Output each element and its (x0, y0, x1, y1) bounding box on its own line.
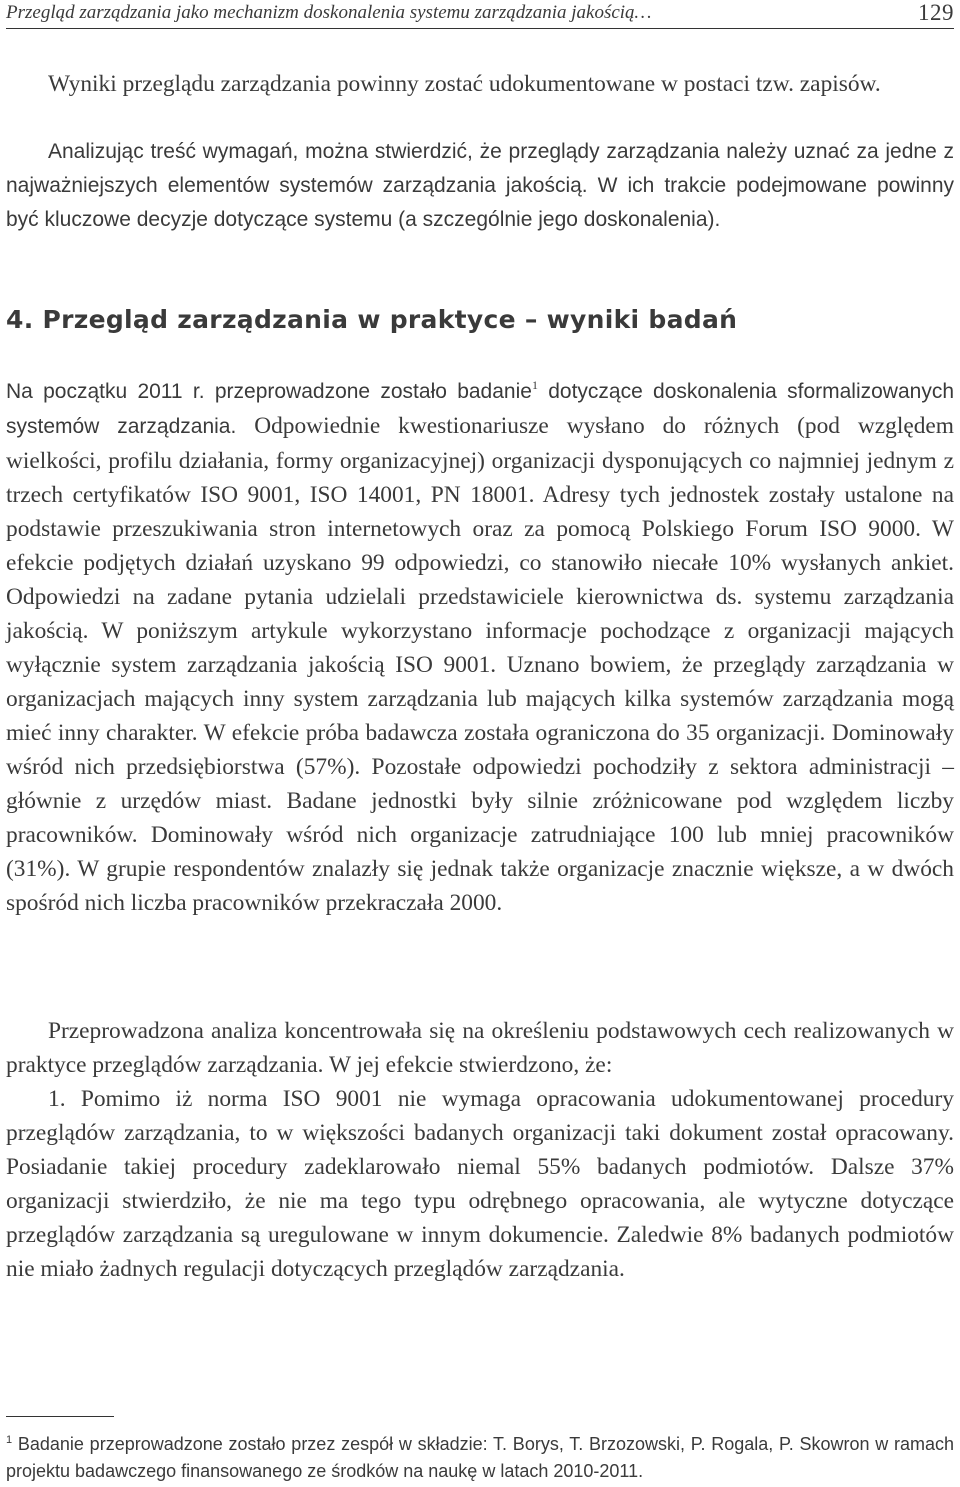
footnote-separator (6, 1416, 114, 1417)
paragraph-analysis-summary: Przeprowadzona analiza koncentrowała się na określeniu podstawowych cech realizowanych w praktyce przeglądów zarządzania. W jej efekcie stwierdzono, że: (6, 1018, 954, 1078)
paragraph-analysis: Analizując treść wymagań, można stwierdzić, że przeglądy zarządzania należy uznać za jedne z najważniejszych elementów systemów zarządzania jakością. W ich trakcie podejmowane powinny być kluczowe decyzje dotyczące systemu (a szczególnie jego doskonalenia). (6, 140, 954, 231)
survey-body: Odpowiednie kwestionariusze wysłano do różnych (pod względem wielkości, profilu działania, formy organizacyjnej) organizacji dysponujących co najmniej jednym z trzech certyfikatów ISO 9001, ISO 14001, PN 18001. Adresy tych jednostek zostały ustalone na podstawie przeszukiwania stron internetowych oraz za pomocą Polskiego Forum ISO 9000. W efekcie podjętych działań uzyskano 99 odpowiedzi, co stanowiło niecałe 10% wysłanych ankiet. Odpowiedzi na zadane pytania udzielali przedstawiciele kierownictwa ds. systemu zarządzania jakością. W poniższym artykule wykorzystano informacje pochodzące z organizacji mających wyłącznie system zarządzania jakością ISO 9001. Uznano bowiem, że przeglądy zarządzania w organizacjach mających inny system zarządzania lub mających kilka systemów zarządzania mogą mieć inny charakter. W efekcie próba badawcza została ograniczona do 35 organizacji. Dominowały wśród nich przedsiębiorstwa (57%). Pozostałe odpowiedzi pochodziły z sektora administracji – głównie z urzędów miast. Badane jednostki były silnie zróżnicowane pod względem liczby pracowników. Dominowały wśród nich organizacje zatrudniające 100 lub mniej pracowników (31%). W grupie respondentów znalazły się jednak także organizacje znacznie większe, a w dwóch spośród nich liczba pracowników przekraczała 2000. (6, 413, 954, 916)
running-header (6, 0, 954, 29)
footnote-reference: 1 (531, 378, 538, 392)
paragraph-survey (6, 374, 954, 920)
page-number: 129 (918, 0, 954, 25)
running-title: Przegląd zarządzania jako mechanizm doskonalenia systemu zarządzania jakością… (6, 2, 652, 23)
paragraph-records: Wyniki przeglądu zarządzania powinny zostać udokumentowane w postaci tzw. zapisów. (48, 71, 881, 97)
finding-item-1: 1. Pomimo iż norma ISO 9001 nie wymaga opracowania udokumentowanej procedury przeglądów zarządzania, to w większości badanych organizacji taki dokument został opracowany. Posiadanie takiej procedury zadeklarowało niemal 55% badanych podmiotów. Dalsze 37% organizacji stwierdziło, że nie ma tego typu odrębnego opracowania, ale wytyczne dotyczące przeglądów zarządzania są uregulowane w innym dokumencie. Zaledwie 8% badanych podmiotów nie miało żadnych regulacji dotyczących przeglądów zarządzania. (6, 1086, 954, 1282)
section-heading: 4. Przegląd zarządzania w praktyce – wyniki badań (6, 305, 738, 334)
footnote-marker: 1 (6, 1434, 13, 1446)
footnote-text: Badanie przeprowadzone zostało przez zespół w składzie: T. Borys, T. Brzozowski, P. Rogala, P. Skowron w ramach projektu badawczego finansowanego ze środków na naukę w latach 2010-2011. (6, 1434, 954, 1481)
footnote (6, 1431, 954, 1485)
survey-intro-tail: dotyczące doskonalenia sformalizowanych systemów zarządzania. (6, 380, 954, 438)
survey-intro: Na początku 2011 r. przeprowadzone zostało badanie (6, 380, 532, 403)
